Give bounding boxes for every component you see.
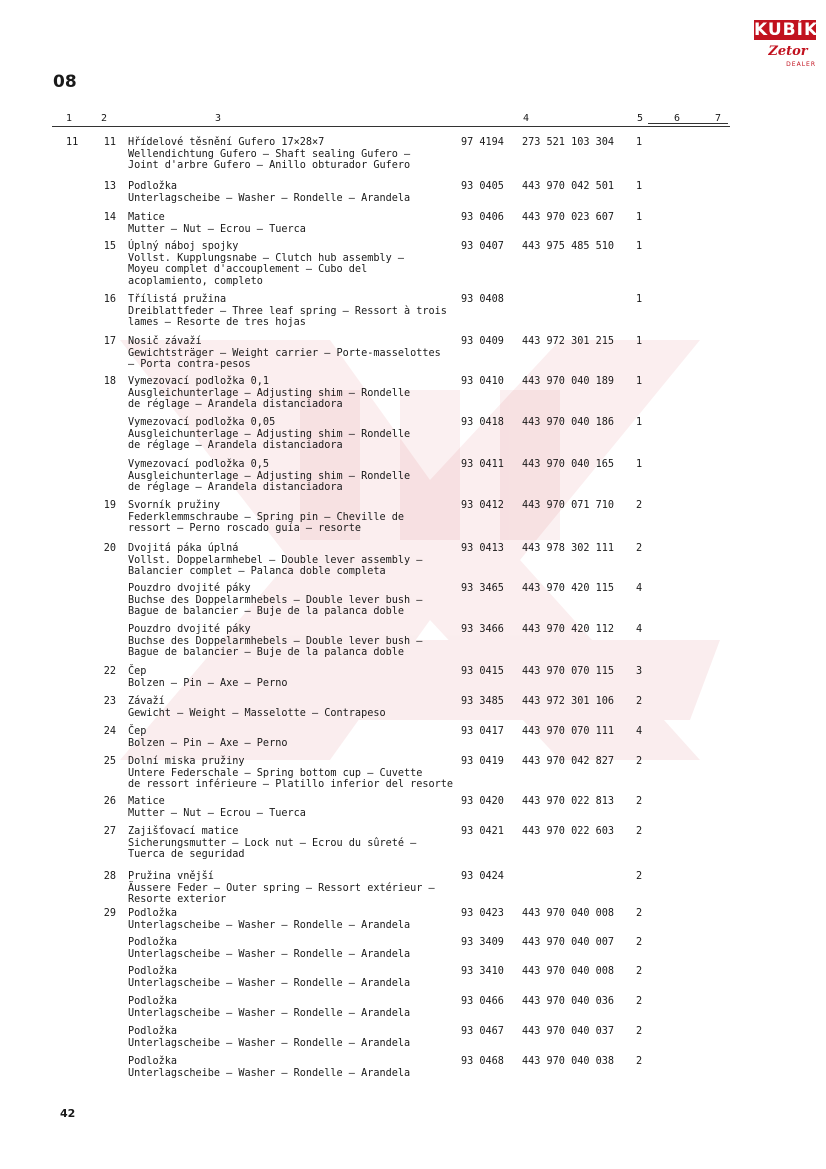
quantity: 2 <box>636 937 643 948</box>
part-number: 443 970 040 189 <box>522 376 615 387</box>
description-line: Wellendichtung Gufero — Shaft sealing Gufero — <box>128 148 411 160</box>
position-number: 20 <box>103 543 116 554</box>
order-code: 93 0421 <box>461 826 504 837</box>
part-description <box>128 871 458 906</box>
description-line: Tuerca de seguridad <box>128 849 245 860</box>
position-number: 16 <box>103 294 116 305</box>
part-number: 443 970 022 813 <box>522 796 615 807</box>
part-description <box>128 937 458 960</box>
part-description <box>128 726 458 749</box>
description-line: Pružina vnější <box>128 871 214 882</box>
part-number: 443 970 420 115 <box>522 583 615 594</box>
part-description <box>128 241 458 287</box>
description-line: — Porta contra-pesos <box>128 359 251 370</box>
description-line: Äussere Feder — Outer spring — Ressort extérieur — <box>128 882 435 894</box>
quantity: 2 <box>636 1056 643 1067</box>
part-description <box>128 756 458 791</box>
quantity: 1 <box>636 376 643 387</box>
position-number: 28 <box>103 871 116 882</box>
quantity: 2 <box>636 966 643 977</box>
description-line: Vymezovací podložka 0,5 <box>128 459 270 470</box>
quantity: 4 <box>636 624 643 635</box>
part-number: 443 978 302 111 <box>522 543 615 554</box>
order-code: 97 4194 <box>461 137 504 148</box>
column-header-3: 3 <box>215 113 222 124</box>
order-code: 93 0423 <box>461 908 504 919</box>
part-number: 443 970 040 008 <box>522 966 615 977</box>
part-number: 443 975 485 510 <box>522 241 615 252</box>
position-number: 14 <box>103 212 116 223</box>
order-code: 93 0468 <box>461 1056 504 1067</box>
position-number: 22 <box>103 666 116 677</box>
column-header-4: 4 <box>523 113 530 124</box>
column-header-2: 2 <box>101 113 108 124</box>
part-number: 443 970 023 607 <box>522 212 615 223</box>
description-line: Podložka <box>128 937 178 948</box>
description-line: Vymezovací podložka 0,1 <box>128 376 270 387</box>
logo-zetor-text: Zetor <box>768 44 808 59</box>
description-line: ressort — Perno roscado guía — resorte <box>128 523 362 534</box>
part-description <box>128 966 458 989</box>
quantity: 2 <box>636 500 643 511</box>
description-line: Dreiblattfeder — Three leaf spring — Ressort à trois <box>128 305 447 317</box>
quantity: 1 <box>636 459 643 470</box>
column-header-7: 7 <box>715 113 722 124</box>
part-description <box>128 908 458 931</box>
position-number: 27 <box>103 826 116 837</box>
description-line: Podložka <box>128 908 178 919</box>
order-code: 93 3409 <box>461 937 504 948</box>
description-line: Ausgleichunterlage — Adjusting shim — Rondelle <box>128 470 411 482</box>
column-header-1: 1 <box>66 113 73 124</box>
part-description <box>128 996 458 1019</box>
kubik-zetor-logo <box>754 14 819 72</box>
section-number: 08 <box>53 72 77 92</box>
description-line: Čep <box>128 666 147 677</box>
order-code: 93 0409 <box>461 336 504 347</box>
description-line: Matice <box>128 796 165 807</box>
description-line: Bague de balancier — Buje de la palanca doble <box>128 606 405 617</box>
part-description <box>128 417 458 452</box>
part-description <box>128 696 458 719</box>
part-description <box>128 543 458 578</box>
position-number: 11 <box>103 137 116 148</box>
description-line: Unterlagscheibe — Washer — Rondelle — Arandela <box>128 919 411 931</box>
order-code: 93 0466 <box>461 996 504 1007</box>
order-code: 93 3466 <box>461 624 504 635</box>
part-description <box>128 624 458 659</box>
description-line: Dvojitá páka úplná <box>128 543 239 554</box>
part-description <box>128 212 458 235</box>
part-description <box>128 336 458 371</box>
position-number: 26 <box>103 796 116 807</box>
order-code: 93 0411 <box>461 459 504 470</box>
part-number: 443 970 040 036 <box>522 996 615 1007</box>
description-line: Unterlagscheibe — Washer — Rondelle — Arandela <box>128 948 411 960</box>
quantity: 2 <box>636 796 643 807</box>
description-line: Hřídelové těsnění Gufero 17×28×7 <box>128 137 325 148</box>
order-code: 93 0418 <box>461 417 504 428</box>
description-line: Balancier complet — Palanca doble completa <box>128 566 386 577</box>
description-line: Untere Federschale — Spring bottom cup — Cuvette <box>128 767 423 779</box>
description-line: Ausgleichunterlage — Adjusting shim — Rondelle <box>128 387 411 399</box>
quantity: 2 <box>636 543 643 554</box>
description-line: Zajišťovací matice <box>128 826 239 837</box>
description-line: Nosič závaží <box>128 336 202 347</box>
quantity: 1 <box>636 212 643 223</box>
description-line: Unterlagscheibe — Washer — Rondelle — Arandela <box>128 1067 411 1079</box>
description-line: Vollst. Kupplungsnabe — Clutch hub assembly — <box>128 252 405 264</box>
group-number: 11 <box>66 137 79 148</box>
order-code: 93 0467 <box>461 1026 504 1037</box>
description-line: de réglage — Arandela distanciadora <box>128 440 343 451</box>
quantity: 2 <box>636 1026 643 1037</box>
quantity: 1 <box>636 241 643 252</box>
part-description <box>128 500 458 535</box>
description-line: Unterlagscheibe — Washer — Rondelle — Arandela <box>128 192 411 204</box>
part-description <box>128 376 458 411</box>
description-line: Vollst. Doppelarmhebel — Double lever assembly — <box>128 554 423 566</box>
part-description <box>128 583 458 618</box>
order-code: 93 0413 <box>461 543 504 554</box>
description-line: de réglage — Arandela distanciadora <box>128 482 343 493</box>
description-line: Joint d'arbre Gufero — Anillo obturador Gufero <box>128 160 411 171</box>
description-line: Úplný náboj spojky <box>128 241 239 252</box>
part-number: 443 970 071 710 <box>522 500 615 511</box>
order-code: 93 3465 <box>461 583 504 594</box>
quantity: 4 <box>636 583 643 594</box>
quantity: 1 <box>636 181 643 192</box>
page-number: 42 <box>60 1107 76 1120</box>
part-number: 443 970 040 007 <box>522 937 615 948</box>
quantity: 2 <box>636 996 643 1007</box>
quantity: 1 <box>636 336 643 347</box>
description-line: lames — Resorte de tres hojas <box>128 317 306 328</box>
description-line: Resorte exterior <box>128 894 227 905</box>
quantity: 4 <box>636 726 643 737</box>
description-line: Unterlagscheibe — Washer — Rondelle — Arandela <box>128 1037 411 1049</box>
logo-brand-text: KUBÍK <box>754 20 819 40</box>
description-line: Mutter — Nut — Ecrou — Tuerca <box>128 223 306 235</box>
description-line: Třílistá pružina <box>128 294 227 305</box>
description-line: Bolzen — Pin — Axe — Perno <box>128 737 288 749</box>
description-line: Čep <box>128 726 147 737</box>
description-line: Ausgleichunterlage — Adjusting shim — Rondelle <box>128 428 411 440</box>
description-line: Závaží <box>128 696 165 707</box>
part-description <box>128 796 458 819</box>
description-line: Unterlagscheibe — Washer — Rondelle — Arandela <box>128 1007 411 1019</box>
part-description <box>128 181 458 204</box>
description-line: Moyeu complet d'accouplement — Cubo del <box>128 264 368 275</box>
header-rule-right <box>648 123 728 124</box>
order-code: 93 0420 <box>461 796 504 807</box>
description-line: Bague de balancier — Buje de la palanca doble <box>128 647 405 658</box>
part-number: 443 970 070 115 <box>522 666 615 677</box>
part-number: 443 972 301 215 <box>522 336 615 347</box>
order-code: 93 0415 <box>461 666 504 677</box>
order-code: 93 0408 <box>461 294 504 305</box>
description-line: de réglage — Arandela distanciadora <box>128 399 343 410</box>
position-number: 29 <box>103 908 116 919</box>
description-line: Mutter — Nut — Ecrou — Tuerca <box>128 807 306 819</box>
quantity: 2 <box>636 826 643 837</box>
position-number: 23 <box>103 696 116 707</box>
part-number: 443 970 070 111 <box>522 726 615 737</box>
part-description <box>128 1056 458 1079</box>
description-line: Podložka <box>128 966 178 977</box>
order-code: 93 0412 <box>461 500 504 511</box>
part-number: 443 970 040 165 <box>522 459 615 470</box>
description-line: Dolní miska pružiny <box>128 756 245 767</box>
order-code: 93 0405 <box>461 181 504 192</box>
part-number: 443 970 040 038 <box>522 1056 615 1067</box>
part-number: 443 970 040 037 <box>522 1026 615 1037</box>
part-description <box>128 137 458 172</box>
order-code: 93 0419 <box>461 756 504 767</box>
part-number: 443 970 420 112 <box>522 624 615 635</box>
column-header-5: 5 <box>637 113 644 124</box>
header-rule <box>52 126 730 127</box>
part-number: 443 970 022 603 <box>522 826 615 837</box>
description-line: Federklemmschraube — Spring pin — Cheville de <box>128 511 405 523</box>
order-code: 93 0424 <box>461 871 504 882</box>
position-number: 25 <box>103 756 116 767</box>
order-code: 93 0406 <box>461 212 504 223</box>
logo-dealer-text: DEALER <box>786 61 816 68</box>
description-line: Podložka <box>128 1026 178 1037</box>
part-description <box>128 294 458 329</box>
quantity: 2 <box>636 871 643 882</box>
description-line: Buchse des Doppelarmhebels — Double lever bush — <box>128 635 423 647</box>
description-line: Pouzdro dvojité páky <box>128 583 251 594</box>
description-line: acoplamiento, completo <box>128 275 263 287</box>
position-number: 18 <box>103 376 116 387</box>
part-number: 443 970 040 186 <box>522 417 615 428</box>
position-number: 13 <box>103 181 116 192</box>
quantity: 1 <box>636 417 643 428</box>
description-line: Gewicht — Weight — Masselotte — Contrapeso <box>128 707 386 719</box>
position-number: 19 <box>103 500 116 511</box>
position-number: 17 <box>103 336 116 347</box>
part-description <box>128 459 458 494</box>
quantity: 1 <box>636 137 643 148</box>
description-line: Podložka <box>128 996 178 1007</box>
part-description <box>128 1026 458 1049</box>
description-line: Svorník pružiny <box>128 500 221 511</box>
quantity: 3 <box>636 666 643 677</box>
description-line: de ressort inférieure — Platillo inferior del resorte <box>128 779 454 790</box>
part-description <box>128 826 458 861</box>
column-header-6: 6 <box>674 113 681 124</box>
description-line: Matice <box>128 212 165 223</box>
position-number: 24 <box>103 726 116 737</box>
part-number: 443 972 301 106 <box>522 696 615 707</box>
description-line: Unterlagscheibe — Washer — Rondelle — Arandela <box>128 977 411 989</box>
part-number: 443 970 042 501 <box>522 181 615 192</box>
part-number: 443 970 040 008 <box>522 908 615 919</box>
description-line: Pouzdro dvojité páky <box>128 624 251 635</box>
order-code: 93 0410 <box>461 376 504 387</box>
description-line: Buchse des Doppelarmhebels — Double lever bush — <box>128 594 423 606</box>
description-line: Podložka <box>128 181 178 192</box>
order-code: 93 3410 <box>461 966 504 977</box>
quantity: 2 <box>636 908 643 919</box>
description-line: Sicherungsmutter — Lock nut — Ecrou du sûreté — <box>128 837 417 849</box>
part-description <box>128 666 458 689</box>
quantity: 1 <box>636 294 643 305</box>
position-number: 15 <box>103 241 116 252</box>
order-code: 93 0407 <box>461 241 504 252</box>
order-code: 93 3485 <box>461 696 504 707</box>
description-line: Vymezovací podložka 0,05 <box>128 417 276 428</box>
quantity: 2 <box>636 756 643 767</box>
description-line: Gewichtsträger — Weight carrier — Porte-masselottes <box>128 347 441 359</box>
description-line: Podložka <box>128 1056 178 1067</box>
order-code: 93 0417 <box>461 726 504 737</box>
quantity: 2 <box>636 696 643 707</box>
part-number: 273 521 103 304 <box>522 137 615 148</box>
part-number: 443 970 042 827 <box>522 756 615 767</box>
description-line: Bolzen — Pin — Axe — Perno <box>128 677 288 689</box>
